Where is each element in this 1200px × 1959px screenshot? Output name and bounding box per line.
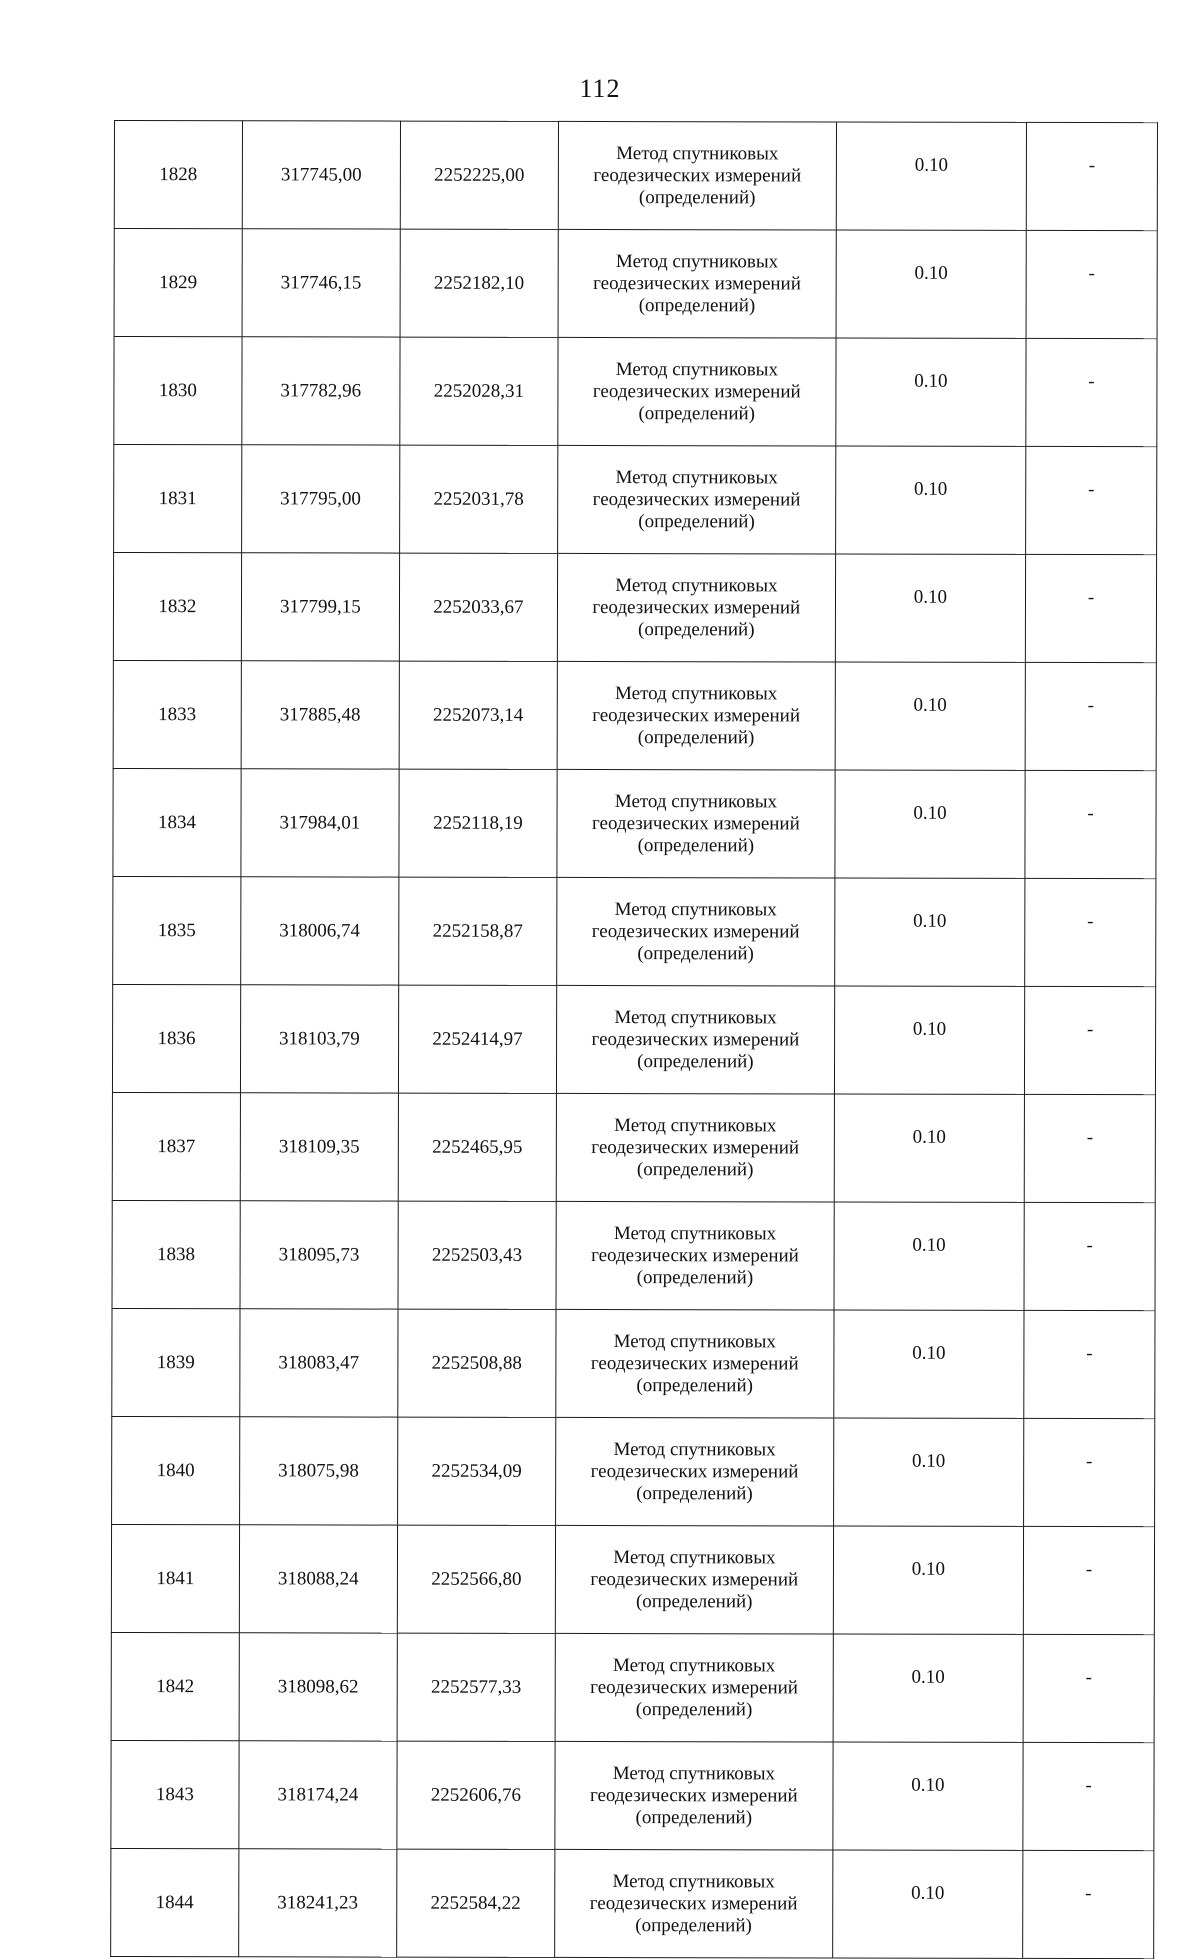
point-number-cell: 1840: [112, 1416, 240, 1524]
note-cell: -: [1023, 1634, 1154, 1742]
method-text-line: Метод спутниковых: [615, 358, 778, 380]
y-coordinate-cell: 2252606,76: [397, 1741, 555, 1849]
x-coordinate-cell: 318174,24: [239, 1741, 397, 1849]
method-text-line: Метод спутниковых: [613, 1546, 776, 1568]
accuracy-cell: 0.10: [833, 1634, 1023, 1742]
note-cell: -: [1023, 1526, 1154, 1634]
accuracy-cell: 0.10: [836, 338, 1026, 446]
method-text-line: Метод спутниковых: [615, 466, 778, 488]
accuracy-cell: 0.10: [833, 1742, 1023, 1850]
method-text-line: Метод спутниковых: [613, 1330, 776, 1352]
method-text-line: геодезических измерений: [592, 488, 801, 510]
method-text-line: Метод спутниковых: [614, 1006, 777, 1028]
method-text-line: геодезических измерений: [593, 164, 802, 186]
page-number: 112: [579, 74, 621, 103]
accuracy-cell: 0.10: [834, 878, 1024, 986]
point-number-cell: 1841: [111, 1524, 239, 1632]
y-coordinate-cell: 2252225,00: [400, 121, 558, 229]
point-number-cell: 1834: [113, 768, 241, 876]
table-row: [114, 229, 1157, 339]
method-cell: [556, 985, 834, 1094]
method-text-line: Метод спутниковых: [615, 682, 778, 704]
point-number-cell: 1838: [112, 1200, 240, 1308]
y-coordinate-cell: 2252028,31: [400, 337, 558, 445]
method-cell: [555, 1417, 833, 1526]
method-text-line: Метод спутниковых: [615, 250, 779, 272]
x-coordinate-cell: 318098,62: [239, 1633, 397, 1741]
y-coordinate-cell: 2252414,97: [398, 985, 556, 1093]
method-text-line: геодезических измерений: [590, 1568, 799, 1590]
table-row: [111, 1632, 1154, 1742]
table-row: [114, 337, 1157, 447]
method-text-line: Метод спутниковых: [613, 1222, 777, 1244]
y-coordinate-cell: 2252033,67: [399, 553, 557, 661]
method-text-line: геодезических измерений: [591, 1028, 800, 1050]
method-text-line: (определений): [635, 1590, 753, 1612]
method-cell: [558, 229, 836, 338]
method-text-line: Метод спутниковых: [614, 898, 777, 920]
accuracy-cell: 0.10: [835, 662, 1025, 770]
note-cell: -: [1024, 1094, 1155, 1202]
method-text-line: (определений): [636, 1266, 754, 1288]
x-coordinate-cell: 317782,96: [242, 337, 400, 445]
method-text-line: геодезических измерений: [591, 1244, 799, 1266]
method-text-line: Метод спутниковых: [613, 1438, 776, 1460]
accuracy-cell: 0.10: [835, 554, 1025, 662]
note-cell: -: [1025, 770, 1156, 878]
method-text-line: (определений): [638, 510, 755, 532]
y-coordinate-cell: 2252031,78: [399, 445, 557, 553]
accuracy-cell: 0.10: [834, 1202, 1024, 1310]
table-row: [114, 121, 1157, 231]
accuracy-cell: 0.10: [834, 1094, 1024, 1202]
y-coordinate-cell: 2252465,95: [398, 1093, 556, 1201]
x-coordinate-cell: 318095,73: [240, 1201, 398, 1309]
y-coordinate-cell: 2252584,22: [397, 1849, 555, 1957]
note-cell: -: [1025, 662, 1156, 770]
y-coordinate-cell: 2252158,87: [399, 877, 557, 985]
y-coordinate-cell: 2252508,88: [398, 1309, 556, 1417]
method-cell: [557, 769, 835, 878]
method-text-line: Метод спутниковых: [612, 1762, 776, 1784]
table-row: [112, 1308, 1155, 1418]
note-cell: -: [1024, 1202, 1155, 1310]
y-coordinate-cell: 2252566,80: [397, 1525, 555, 1633]
x-coordinate-cell: 318083,47: [240, 1309, 398, 1417]
x-coordinate-cell: 318075,98: [239, 1417, 397, 1525]
method-text-line: геодезических измерений: [590, 1460, 799, 1482]
method-cell: [558, 445, 836, 554]
method-cell: [556, 1309, 834, 1418]
point-number-cell: 1842: [111, 1632, 239, 1740]
table-row: [113, 660, 1156, 770]
method-text-line: геодезических измерений: [591, 1136, 800, 1158]
accuracy-cell: 0.10: [836, 230, 1026, 338]
note-cell: -: [1023, 1850, 1154, 1958]
x-coordinate-cell: 317745,00: [242, 121, 400, 229]
table-row: [113, 768, 1156, 878]
method-text-line: геодезических измерений: [590, 1352, 799, 1374]
method-cell: [556, 1093, 834, 1202]
x-coordinate-cell: 317984,01: [241, 769, 399, 877]
method-cell: [557, 661, 835, 770]
method-text-line: геодезических измерений: [591, 812, 800, 834]
x-coordinate-cell: 318109,35: [240, 1093, 398, 1201]
method-text-line: (определений): [635, 1806, 753, 1828]
y-coordinate-cell: 2252182,10: [400, 229, 558, 337]
method-text-line: геодезических измерений: [589, 1892, 798, 1914]
note-cell: -: [1026, 446, 1157, 554]
table-row: [112, 984, 1155, 1094]
note-cell: -: [1025, 554, 1156, 662]
method-text-line: Метод спутниковых: [615, 574, 778, 596]
table-row: [112, 1200, 1155, 1310]
point-number-cell: 1835: [113, 876, 241, 984]
method-text-line: (определений): [637, 942, 754, 964]
method-text-line: (определений): [637, 1050, 754, 1072]
method-cell: [555, 1849, 833, 1958]
method-text-line: геодезических измерений: [592, 380, 801, 402]
note-cell: -: [1026, 338, 1157, 446]
method-cell: [556, 1201, 834, 1310]
method-text-line: (определений): [637, 834, 755, 856]
method-text-line: (определений): [636, 1374, 753, 1396]
note-cell: -: [1024, 1418, 1155, 1526]
point-number-cell: 1843: [111, 1740, 239, 1848]
point-number-cell: 1832: [113, 553, 241, 661]
method-text-line: (определений): [638, 294, 756, 316]
method-cell: [558, 121, 836, 230]
method-text-line: Метод спутниковых: [612, 1654, 776, 1676]
x-coordinate-cell: 318103,79: [240, 985, 398, 1093]
x-coordinate-cell: 317795,00: [241, 445, 399, 553]
method-text-line: геодезических измерений: [591, 920, 800, 942]
table-row: [111, 1848, 1154, 1958]
y-coordinate-cell: 2252577,33: [397, 1633, 555, 1741]
note-cell: -: [1024, 1310, 1155, 1418]
x-coordinate-cell: 317885,48: [241, 661, 399, 769]
note-cell: -: [1023, 1742, 1154, 1850]
accuracy-cell: 0.10: [833, 1418, 1023, 1526]
method-text-line: Метод спутниковых: [616, 142, 779, 164]
coordinates-table-body: [111, 121, 1158, 1959]
method-cell: [557, 553, 835, 662]
accuracy-cell: 0.10: [834, 1310, 1024, 1418]
accuracy-cell: 0.10: [832, 1850, 1022, 1958]
method-text-line: Метод спутниковых: [612, 1870, 775, 1892]
method-text-line: геодезических измерений: [589, 1784, 798, 1806]
point-number-cell: 1844: [111, 1848, 239, 1956]
table-row: [113, 876, 1156, 986]
x-coordinate-cell: 318088,24: [239, 1525, 397, 1633]
method-cell: [557, 877, 835, 986]
method-text-line: Метод спутниковых: [614, 790, 778, 812]
note-cell: -: [1025, 986, 1156, 1094]
note-cell: -: [1026, 122, 1157, 230]
accuracy-cell: 0.10: [836, 122, 1026, 230]
method-text-line: (определений): [638, 618, 755, 640]
method-text-line: (определений): [636, 1158, 754, 1180]
table-row: [111, 1740, 1154, 1850]
method-text-line: (определений): [638, 186, 756, 208]
x-coordinate-cell: 318006,74: [241, 877, 399, 985]
method-text-line: (определений): [637, 726, 755, 748]
note-cell: -: [1026, 230, 1157, 338]
method-text-line: геодезических измерений: [590, 1676, 798, 1698]
point-number-cell: 1836: [112, 984, 240, 1092]
x-coordinate-cell: 317799,15: [241, 553, 399, 661]
table-row: [111, 1524, 1154, 1634]
method-text-line: геодезических измерений: [592, 704, 801, 726]
table-row: [113, 553, 1156, 663]
method-text-line: геодезических измерений: [593, 272, 801, 294]
accuracy-cell: 0.10: [834, 986, 1024, 1094]
method-text-line: Метод спутниковых: [614, 1114, 777, 1136]
method-cell: [558, 337, 836, 446]
table-row: [114, 445, 1157, 555]
method-text-line: (определений): [636, 1482, 753, 1504]
point-number-cell: 1829: [114, 229, 242, 337]
point-number-cell: 1839: [112, 1308, 240, 1416]
point-number-cell: 1830: [114, 337, 242, 445]
method-cell: [555, 1633, 833, 1742]
method-cell: [555, 1525, 833, 1634]
y-coordinate-cell: 2252503,43: [398, 1201, 556, 1309]
y-coordinate-cell: 2252118,19: [399, 769, 557, 877]
point-number-cell: 1828: [114, 121, 242, 229]
note-cell: -: [1025, 878, 1156, 986]
point-number-cell: 1831: [114, 445, 242, 553]
accuracy-cell: 0.10: [835, 446, 1025, 554]
method-text-line: (определений): [638, 402, 756, 424]
y-coordinate-cell: 2252534,09: [397, 1417, 555, 1525]
table-row: [112, 1416, 1155, 1526]
accuracy-cell: 0.10: [833, 1526, 1023, 1634]
method-text-line: (определений): [635, 1698, 753, 1720]
method-cell: [555, 1741, 833, 1850]
y-coordinate-cell: 2252073,14: [399, 661, 557, 769]
table-row: [112, 1092, 1155, 1202]
method-text-line: (определений): [635, 1914, 752, 1936]
x-coordinate-cell: 318241,23: [238, 1849, 396, 1957]
point-number-cell: 1837: [112, 1092, 240, 1200]
x-coordinate-cell: 317746,15: [242, 229, 400, 337]
coordinates-table: [110, 120, 1158, 1959]
accuracy-cell: 0.10: [835, 770, 1025, 878]
point-number-cell: 1833: [113, 660, 241, 768]
method-text-line: геодезических измерений: [592, 596, 801, 618]
